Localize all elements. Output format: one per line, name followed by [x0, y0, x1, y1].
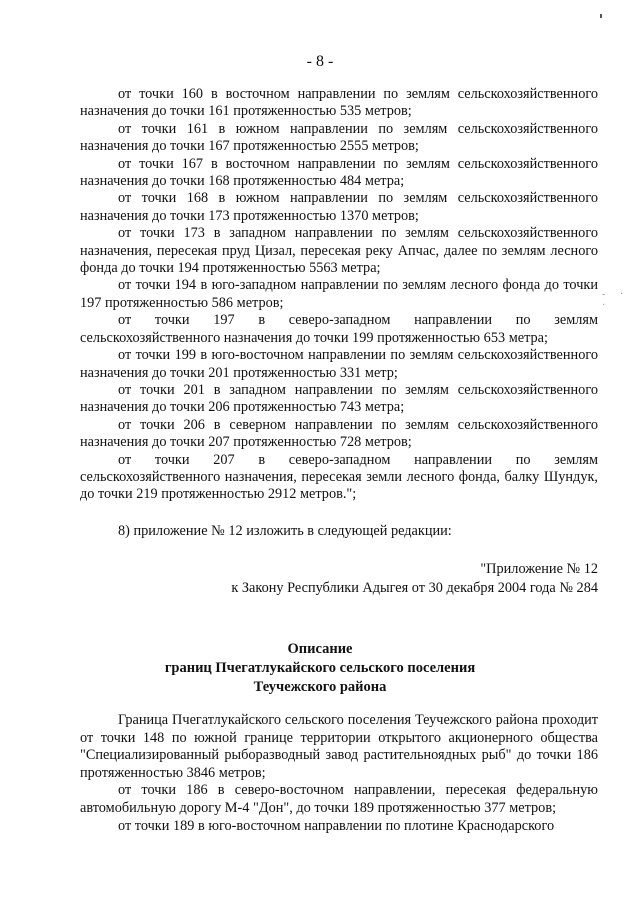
route-paragraph: от точки 199 в юго-восточном направлении по землям сельскохозяйственного назначения до точки 201 протяженностью 331 метр;	[80, 347, 598, 381]
appendix-reference	[231, 560, 598, 598]
route-paragraph: от точки 206 в северном направлении по землям сельскохозяйственного назначения до точки 207 протяженностью 728 метров;	[80, 416, 598, 451]
heading-line-1: Описание	[287, 641, 353, 657]
route-description	[80, 86, 598, 504]
route-paragraph: от точки 173 в западном направлении по землям сельскохозяйственного назначения, пересекая пруд Цизал, пересекая реку Апчас, далее по землям лесного фонда до точки 194 протяженностью 5563 метра;	[80, 225, 598, 277]
route-paragraph: от точки 197 в северо-западном направлении по землям сельскохозяйственного назначения до точки 199 протяженностью 653 метра;	[80, 312, 598, 346]
amendment-line: 8) приложение № 12 изложить в следующей редакции:	[118, 523, 452, 539]
heading-line-3: Теучежского района	[253, 679, 387, 695]
scan-dots: - · ·	[602, 289, 630, 311]
route-paragraph: от точки 194 в юго-западном направлении по землям лесного фонда до точки 197 протяженностью 586 метров;	[80, 277, 598, 311]
scan-mark	[600, 14, 602, 18]
route-paragraph: от точки 160 в восточном направлении по землям сельскохозяйственного назначения до точки 161 протяженностью 535 метров;	[80, 86, 598, 120]
boundary-paragraph: от точки 189 в юго-восточном направлении по плотине Краснодарского	[118, 817, 555, 834]
heading-line-2: границ Пчегатлукайского сельского поселения	[164, 660, 476, 676]
route-paragraph: от точки 168 в южном направлении по землям сельскохозяйственного назначения до точки 173 протяженностью 1370 метров;	[80, 190, 598, 224]
appendix-title: "Приложение № 12	[480, 561, 598, 577]
section-heading	[0, 640, 640, 697]
route-paragraph: от точки 161 в южном направлении по землям сельскохозяйственного назначения до точки 167 протяженностью 2555 метров;	[80, 120, 598, 155]
boundary-description	[80, 712, 598, 835]
route-paragraph: от точки 207 в северо-западном направлении по землям сельскохозяйственного назначения, пересекая земли лесного фонда, балку Шундук, до точки 219 протяженностью 2912 метров.";	[80, 451, 598, 503]
boundary-paragraph: от точки 186 в северо-восточном направлении, пересекая федеральную автомобильную дорогу М-4 "Дон", до точки 189 протяженностью 377 метров;	[80, 782, 598, 816]
boundary-paragraph: Граница Пчегатлукайского сельского поселения Теучежского района проходит от точки 148 по южной границе территории открытого акционерного общества "Специализированный рыборазводный завод растительноядных рыб" до точки 186 протяженностью 3846 метров;	[80, 712, 598, 781]
route-paragraph: от точки 201 в западном направлении по землям сельскохозяйственного назначения до точки 206 протяженностью 743 метра;	[80, 381, 598, 416]
route-paragraph: от точки 167 в восточном направлении по землям сельскохозяйственного назначения до точки 168 протяженностью 484 метра;	[80, 155, 598, 190]
page-number: - 8 -	[306, 53, 334, 70]
appendix-law-reference: к Закону Республики Адыгея от 30 декабря 2004 года № 284	[231, 580, 598, 596]
